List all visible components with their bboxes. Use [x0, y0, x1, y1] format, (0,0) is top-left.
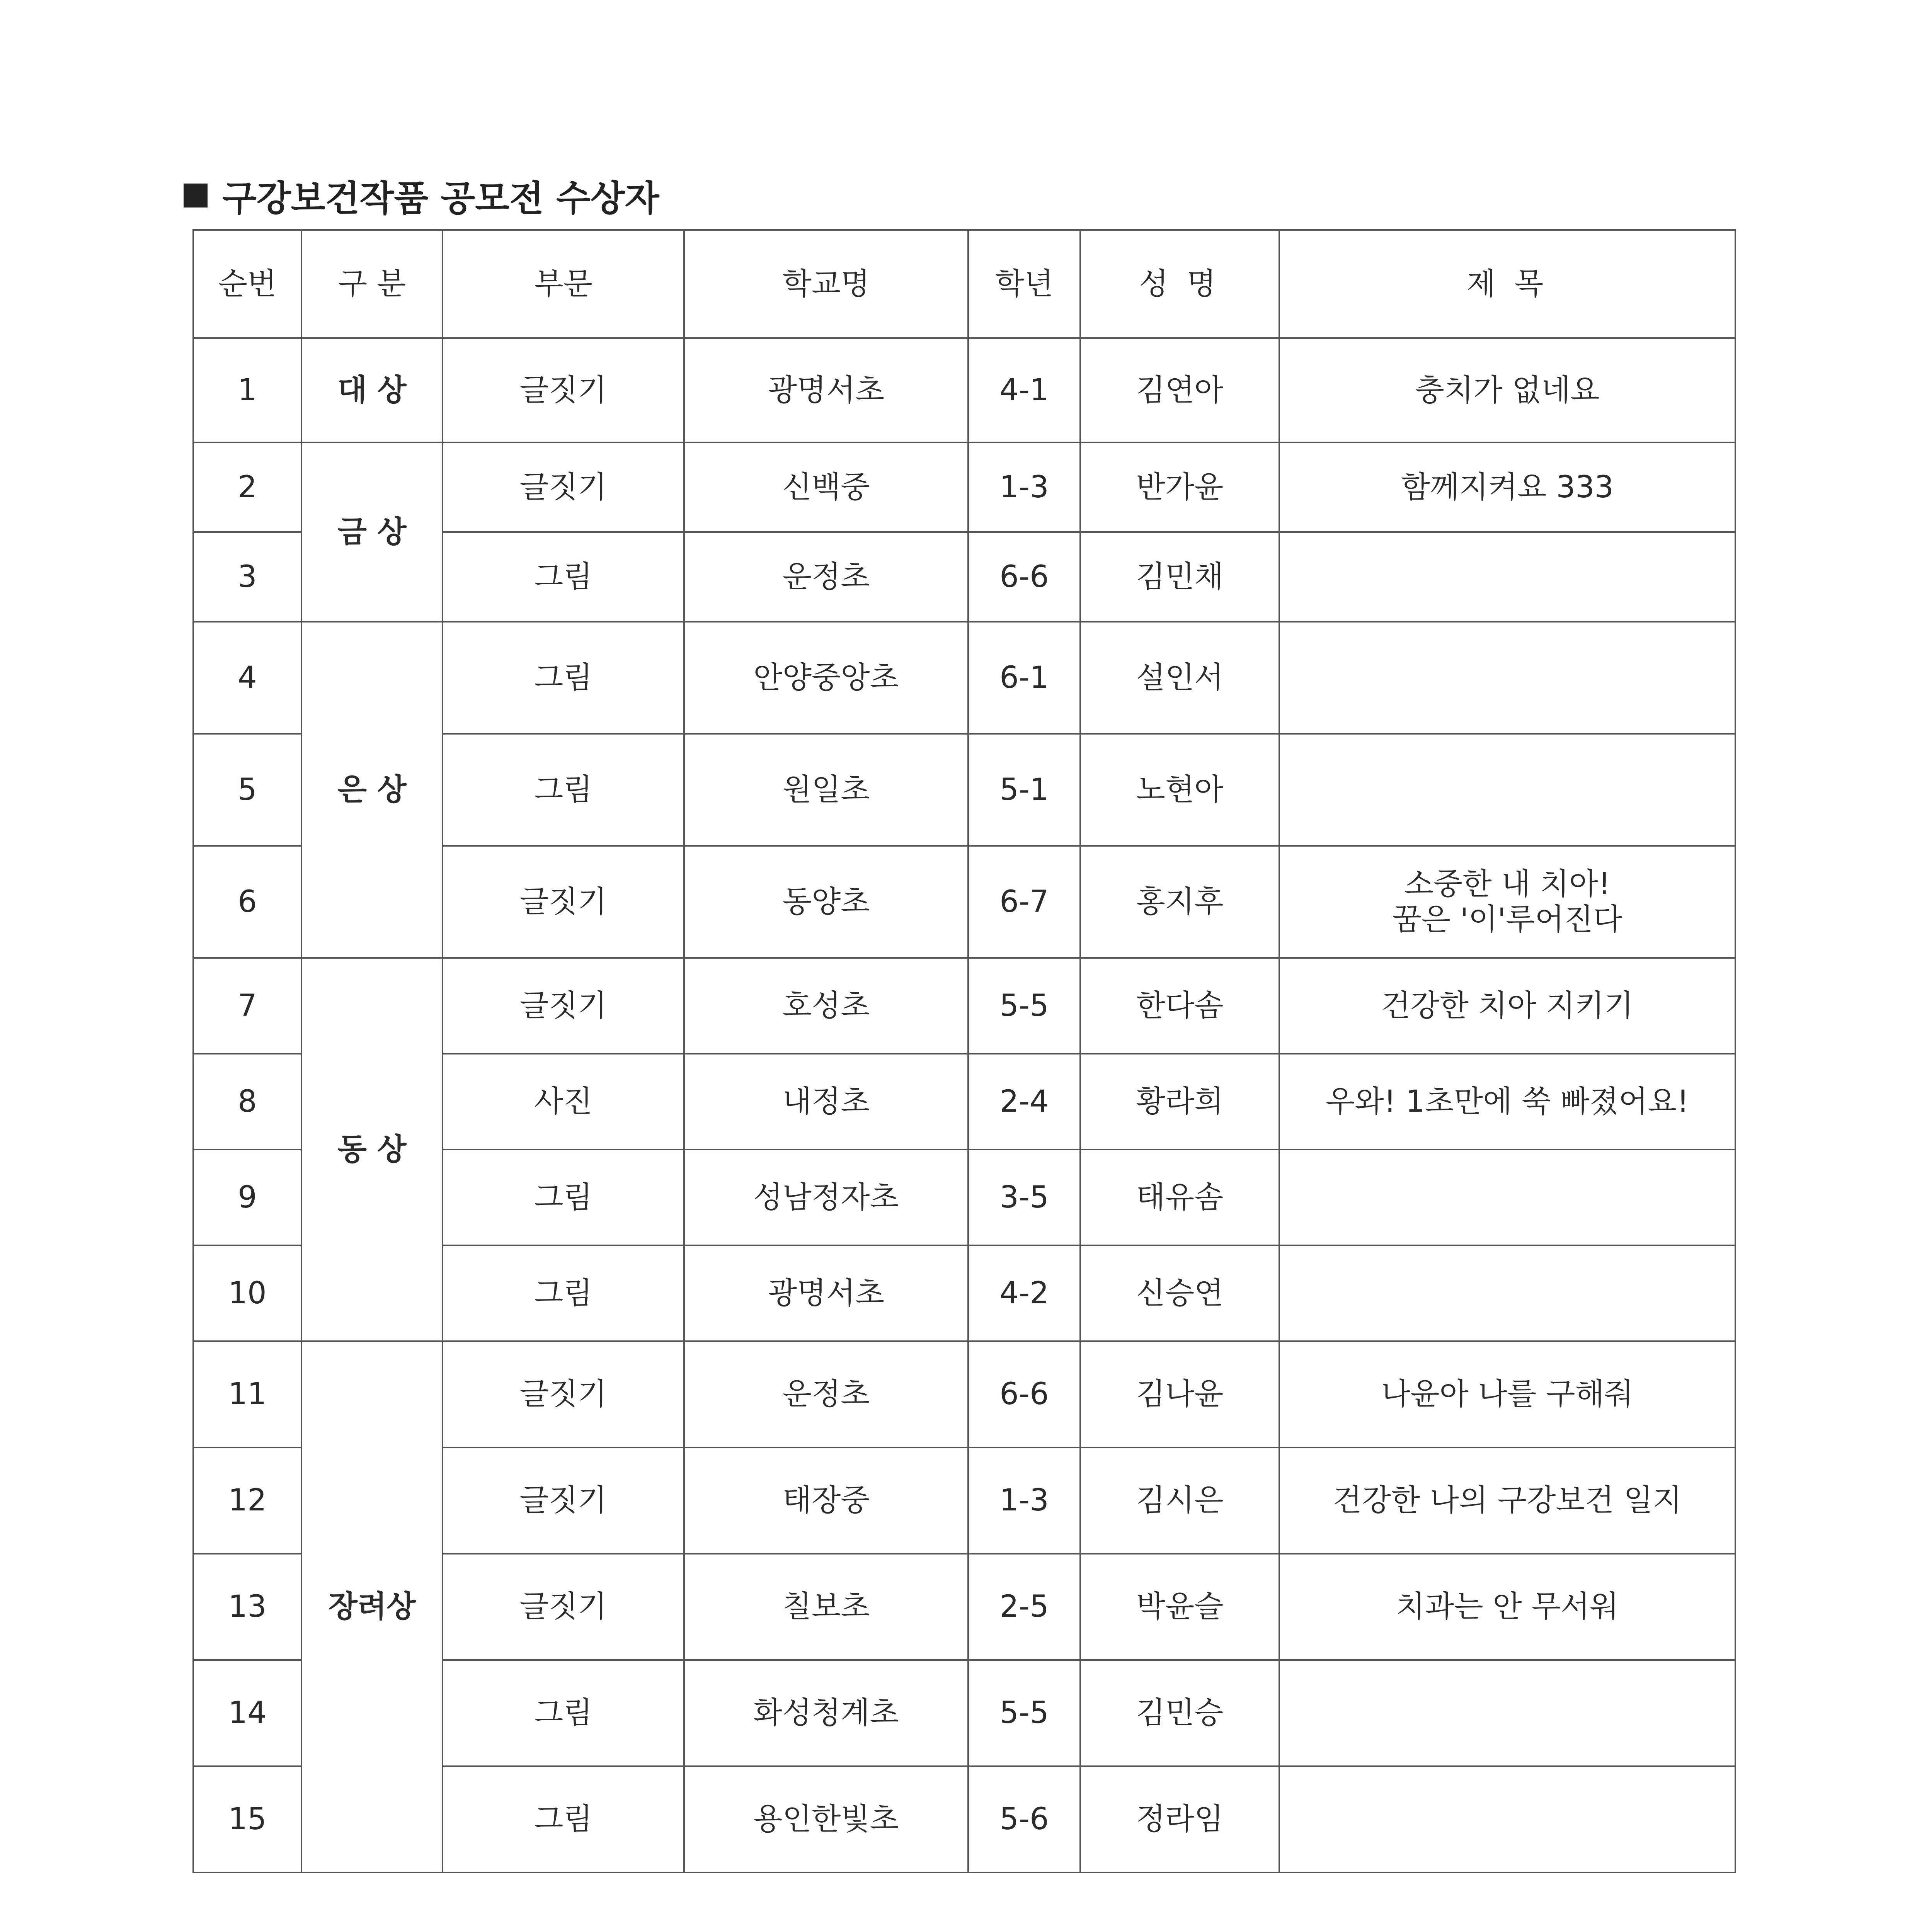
- cell-name: 반가윤: [1080, 442, 1279, 532]
- cell-no: 5: [193, 734, 301, 846]
- cell-category: 글짓기: [443, 1341, 684, 1447]
- cell-title: [1279, 1245, 1735, 1341]
- cell-name: 홍지후: [1080, 846, 1279, 958]
- cell-title: [1279, 1766, 1735, 1872]
- cell-category: 그림: [443, 532, 684, 622]
- cell-grade: 1-3: [968, 1447, 1080, 1554]
- title-line-1: 소중한 내 치아!: [1404, 866, 1611, 901]
- cell-title: 건강한 나의 구강보건 일지: [1279, 1447, 1735, 1554]
- cell-school: 화성청계초: [684, 1660, 968, 1766]
- cell-title: 치과는 안 무서워: [1279, 1554, 1735, 1660]
- title-line-2: 꿈은 '이'루어진다: [1392, 902, 1622, 937]
- cell-category: 글짓기: [443, 1447, 684, 1554]
- cell-grade: 6-6: [968, 532, 1080, 622]
- cell-title: [1279, 1660, 1735, 1766]
- square-bullet-icon: [184, 184, 208, 207]
- table-header-row: [193, 230, 1735, 338]
- cell-title: [1279, 846, 1735, 958]
- cell-no: 15: [193, 1766, 301, 1872]
- cell-no: 1: [193, 338, 301, 442]
- cell-category: 그림: [443, 1766, 684, 1872]
- cell-grade: 6-7: [968, 846, 1080, 958]
- cell-name: 김시은: [1080, 1447, 1279, 1554]
- header-title: 제 목: [1279, 230, 1735, 338]
- cell-school: 호성초: [684, 958, 968, 1054]
- cell-category: 그림: [443, 622, 684, 734]
- cell-title: [1279, 622, 1735, 734]
- cell-no: 11: [193, 1341, 301, 1447]
- cell-name: 김민채: [1080, 532, 1279, 622]
- table-row: [193, 338, 1735, 442]
- cell-school: 성남정자초: [684, 1150, 968, 1245]
- cell-no: 9: [193, 1150, 301, 1245]
- cell-no: 4: [193, 622, 301, 734]
- award-gold: 금 상: [301, 442, 443, 622]
- header-school: 학교명: [684, 230, 968, 338]
- cell-no: 7: [193, 958, 301, 1054]
- cell-school: 운정초: [684, 1341, 968, 1447]
- cell-category: 글짓기: [443, 442, 684, 532]
- cell-category: 그림: [443, 734, 684, 846]
- cell-name: 박윤슬: [1080, 1554, 1279, 1660]
- cell-title: 함께지켜요 333: [1279, 442, 1735, 532]
- cell-name: 설인서: [1080, 622, 1279, 734]
- cell-school: 내정초: [684, 1054, 968, 1150]
- cell-no: 2: [193, 442, 301, 532]
- award-silver: 은 상: [301, 622, 443, 958]
- cell-name: 김나윤: [1080, 1341, 1279, 1447]
- cell-name: 노현아: [1080, 734, 1279, 846]
- cell-school: 동양초: [684, 846, 968, 958]
- cell-title: 건강한 치아 지키기: [1279, 958, 1735, 1054]
- cell-no: 3: [193, 532, 301, 622]
- cell-title: 나윤아 나를 구해줘: [1279, 1341, 1735, 1447]
- cell-school: 운정초: [684, 532, 968, 622]
- cell-title: 충치가 없네요: [1279, 338, 1735, 442]
- section1-title: 구강보건작품 공모전 수상자: [222, 178, 659, 219]
- header-grade: 학년: [968, 230, 1080, 338]
- cell-school: 신백중: [684, 442, 968, 532]
- cell-no: 6: [193, 846, 301, 958]
- cell-name: 김연아: [1080, 338, 1279, 442]
- cell-title: [1279, 734, 1735, 846]
- cell-grade: 6-6: [968, 1341, 1080, 1447]
- award-bronze: 동 상: [301, 958, 443, 1341]
- cell-grade: 6-1: [968, 622, 1080, 734]
- cell-name: 태유솜: [1080, 1150, 1279, 1245]
- cell-no: 12: [193, 1447, 301, 1554]
- cell-school: 원일초: [684, 734, 968, 846]
- header-category: 부문: [443, 230, 684, 338]
- cell-school: 태장중: [684, 1447, 968, 1554]
- table-row: [193, 958, 1735, 1054]
- dental-contest-winners-table: [192, 229, 1736, 1873]
- cell-grade: 4-1: [968, 338, 1080, 442]
- cell-title: [1279, 532, 1735, 622]
- cell-title: 우와! 1초만에 쑥 빠졌어요!: [1279, 1054, 1735, 1150]
- award-encouragement: 장려상: [301, 1341, 443, 1872]
- cell-name: 황라희: [1080, 1054, 1279, 1150]
- cell-name: 정라임: [1080, 1766, 1279, 1872]
- cell-school: 칠보초: [684, 1554, 968, 1660]
- cell-name: 신승연: [1080, 1245, 1279, 1341]
- section1-heading: [184, 170, 659, 221]
- cell-title: [1279, 1150, 1735, 1245]
- cell-school: 안양중앙초: [684, 622, 968, 734]
- award-grand: 대 상: [301, 338, 443, 442]
- cell-school: 용인한빛초: [684, 1766, 968, 1872]
- cell-category: 그림: [443, 1245, 684, 1341]
- cell-grade: 3-5: [968, 1150, 1080, 1245]
- cell-category: 그림: [443, 1150, 684, 1245]
- cell-grade: 5-5: [968, 1660, 1080, 1766]
- cell-school: 광명서초: [684, 338, 968, 442]
- cell-category: 글짓기: [443, 338, 684, 442]
- cell-grade: 5-5: [968, 958, 1080, 1054]
- cell-grade: 1-3: [968, 442, 1080, 532]
- cell-category: 글짓기: [443, 846, 684, 958]
- table-row: [193, 1341, 1735, 1447]
- cell-no: 14: [193, 1660, 301, 1766]
- cell-category: 글짓기: [443, 958, 684, 1054]
- table-row: [193, 442, 1735, 532]
- cell-no: 13: [193, 1554, 301, 1660]
- cell-grade: 2-4: [968, 1054, 1080, 1150]
- cell-grade: 4-2: [968, 1245, 1080, 1341]
- cell-name: 한다솜: [1080, 958, 1279, 1054]
- cell-school: 광명서초: [684, 1245, 968, 1341]
- cell-grade: 5-1: [968, 734, 1080, 846]
- header-no: 순번: [193, 230, 301, 338]
- cell-no: 10: [193, 1245, 301, 1341]
- header-division: 구 분: [301, 230, 443, 338]
- header-name: 성 명: [1080, 230, 1279, 338]
- cell-category: 글짓기: [443, 1554, 684, 1660]
- cell-grade: 2-5: [968, 1554, 1080, 1660]
- cell-no: 8: [193, 1054, 301, 1150]
- table-row: [193, 622, 1735, 734]
- cell-name: 김민승: [1080, 1660, 1279, 1766]
- cell-grade: 5-6: [968, 1766, 1080, 1872]
- cell-category: 그림: [443, 1660, 684, 1766]
- cell-category: 사진: [443, 1054, 684, 1150]
